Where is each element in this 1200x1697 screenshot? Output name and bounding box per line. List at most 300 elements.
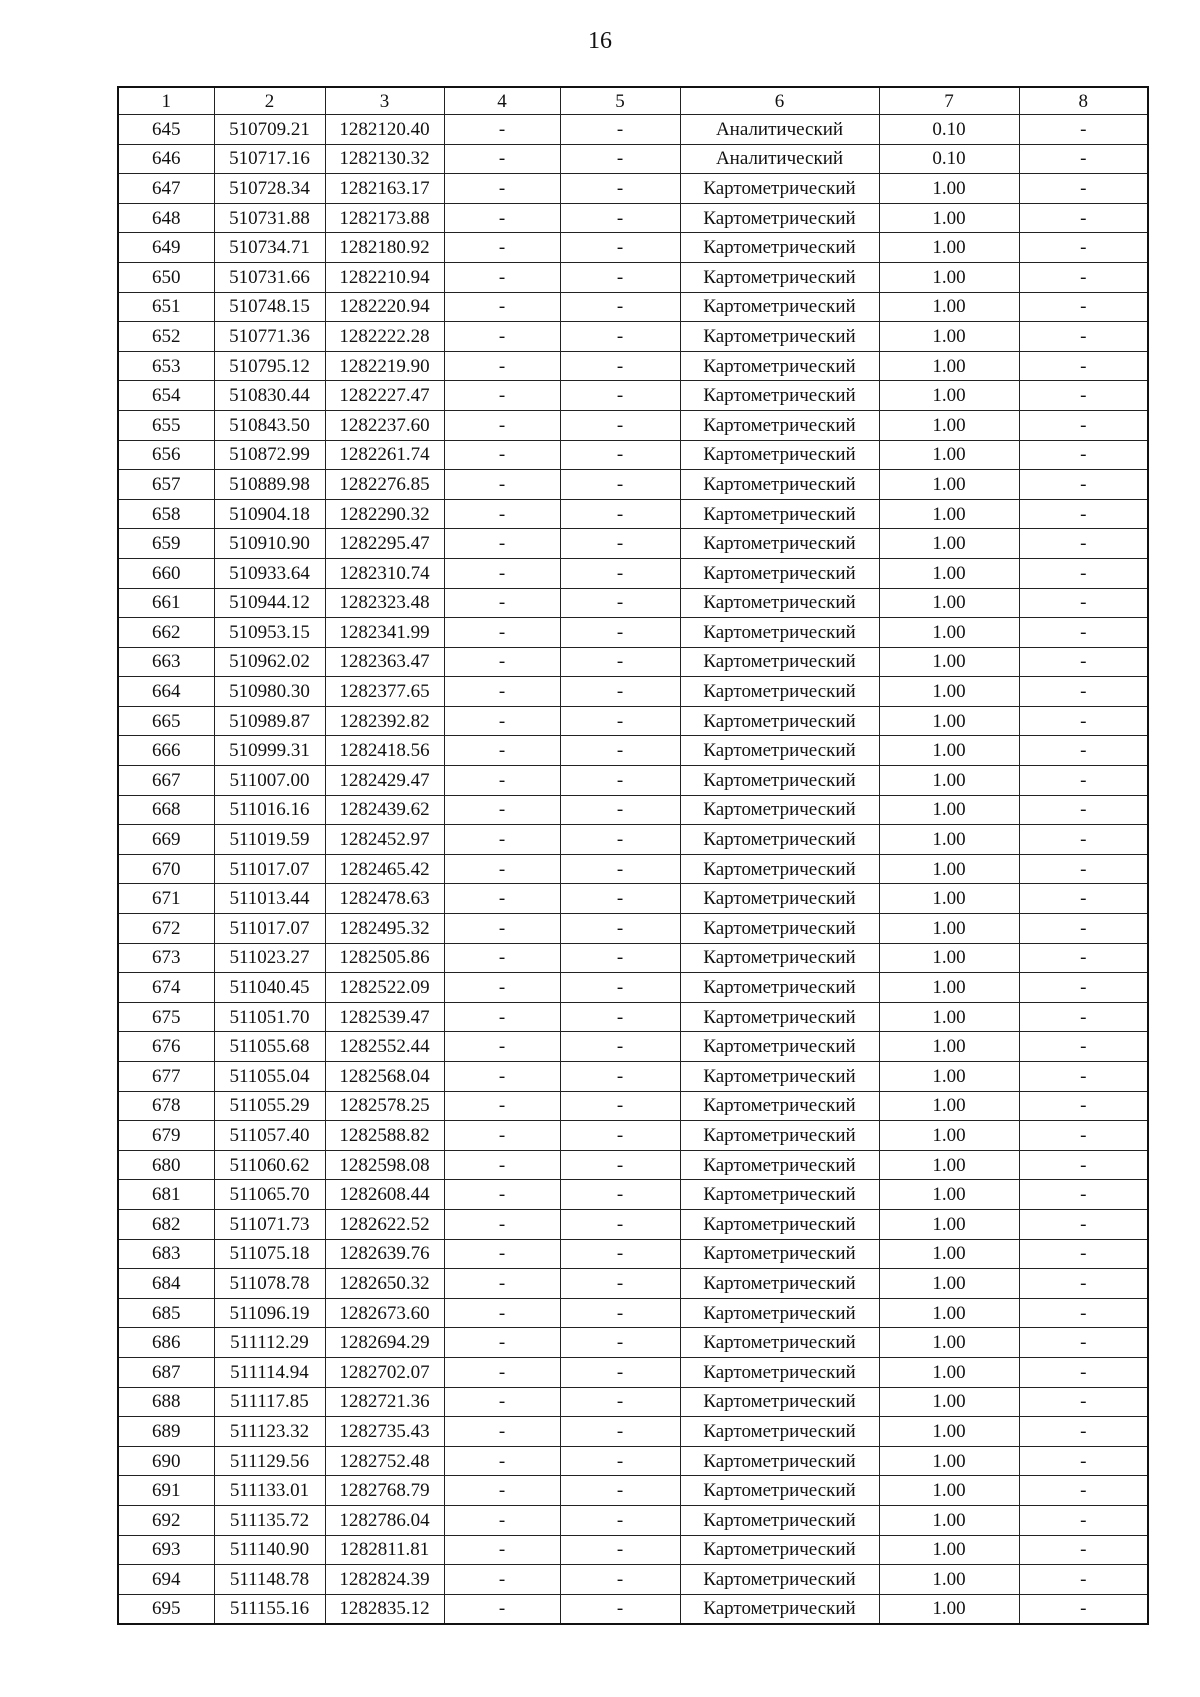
col4-cell: - xyxy=(444,351,560,381)
col5-cell: - xyxy=(560,233,680,263)
y-coordinate-cell: 1282377.65 xyxy=(325,677,444,707)
table-row xyxy=(118,973,1148,1003)
x-coordinate-cell: 511140.90 xyxy=(214,1535,325,1565)
col5-cell: - xyxy=(560,351,680,381)
col4-cell: - xyxy=(444,1180,560,1210)
x-coordinate-cell: 510999.31 xyxy=(214,736,325,766)
y-coordinate-cell: 1282598.08 xyxy=(325,1150,444,1180)
y-coordinate-cell: 1282180.92 xyxy=(325,233,444,263)
method-cell: Картометрический xyxy=(680,884,879,914)
accuracy-cell: 1.00 xyxy=(879,529,1019,559)
col4-cell: - xyxy=(444,1150,560,1180)
col5-cell: - xyxy=(560,499,680,529)
table-row xyxy=(118,144,1148,174)
page-number: 16 xyxy=(588,28,612,54)
col4-cell: - xyxy=(444,736,560,766)
y-coordinate-cell: 1282220.94 xyxy=(325,292,444,322)
point-number-cell: 685 xyxy=(118,1298,214,1328)
table-row xyxy=(118,1091,1148,1121)
accuracy-cell: 1.00 xyxy=(879,943,1019,973)
accuracy-cell: 1.00 xyxy=(879,1002,1019,1032)
point-number-cell: 657 xyxy=(118,470,214,500)
y-coordinate-cell: 1282478.63 xyxy=(325,884,444,914)
col8-cell: - xyxy=(1019,499,1148,529)
y-coordinate-cell: 1282578.25 xyxy=(325,1091,444,1121)
col8-cell: - xyxy=(1019,1180,1148,1210)
col5-cell: - xyxy=(560,1032,680,1062)
col5-cell: - xyxy=(560,884,680,914)
col8-cell: - xyxy=(1019,529,1148,559)
point-number-cell: 693 xyxy=(118,1535,214,1565)
point-number-cell: 674 xyxy=(118,973,214,1003)
point-number-cell: 684 xyxy=(118,1269,214,1299)
col8-cell: - xyxy=(1019,440,1148,470)
col8-cell: - xyxy=(1019,1505,1148,1535)
x-coordinate-cell: 511148.78 xyxy=(214,1565,325,1595)
table-body xyxy=(118,115,1148,1625)
col8-cell: - xyxy=(1019,174,1148,204)
table-row xyxy=(118,203,1148,233)
y-coordinate-cell: 1282786.04 xyxy=(325,1505,444,1535)
col5-cell: - xyxy=(560,1121,680,1151)
col5-cell: - xyxy=(560,1209,680,1239)
col4-cell: - xyxy=(444,499,560,529)
col8-cell: - xyxy=(1019,1091,1148,1121)
x-coordinate-cell: 511065.70 xyxy=(214,1180,325,1210)
table-row xyxy=(118,914,1148,944)
table-row xyxy=(118,1594,1148,1624)
col4-cell: - xyxy=(444,1209,560,1239)
table-row xyxy=(118,1239,1148,1269)
col4-cell: - xyxy=(444,1298,560,1328)
col5-cell: - xyxy=(560,1269,680,1299)
accuracy-cell: 1.00 xyxy=(879,1032,1019,1062)
table-row xyxy=(118,174,1148,204)
col5-cell: - xyxy=(560,322,680,352)
col5-cell: - xyxy=(560,115,680,145)
x-coordinate-cell: 511117.85 xyxy=(214,1387,325,1417)
col5-cell: - xyxy=(560,677,680,707)
accuracy-cell: 1.00 xyxy=(879,825,1019,855)
col8-cell: - xyxy=(1019,233,1148,263)
x-coordinate-cell: 510731.88 xyxy=(214,203,325,233)
point-number-cell: 691 xyxy=(118,1476,214,1506)
col5-cell: - xyxy=(560,943,680,973)
col8-cell: - xyxy=(1019,706,1148,736)
col5-cell: - xyxy=(560,262,680,292)
point-number-cell: 683 xyxy=(118,1239,214,1269)
col8-cell: - xyxy=(1019,943,1148,973)
y-coordinate-cell: 1282219.90 xyxy=(325,351,444,381)
table-row xyxy=(118,1446,1148,1476)
accuracy-cell: 1.00 xyxy=(879,1505,1019,1535)
accuracy-cell: 1.00 xyxy=(879,736,1019,766)
point-number-cell: 667 xyxy=(118,766,214,796)
x-coordinate-cell: 510989.87 xyxy=(214,706,325,736)
col5-cell: - xyxy=(560,854,680,884)
table-row xyxy=(118,1032,1148,1062)
point-number-cell: 648 xyxy=(118,203,214,233)
accuracy-cell: 1.00 xyxy=(879,973,1019,1003)
method-cell: Картометрический xyxy=(680,1565,879,1595)
y-coordinate-cell: 1282163.17 xyxy=(325,174,444,204)
col4-cell: - xyxy=(444,973,560,1003)
x-coordinate-cell: 510771.36 xyxy=(214,322,325,352)
y-coordinate-cell: 1282588.82 xyxy=(325,1121,444,1151)
x-coordinate-cell: 511017.07 xyxy=(214,854,325,884)
method-cell: Картометрический xyxy=(680,322,879,352)
point-number-cell: 679 xyxy=(118,1121,214,1151)
method-cell: Картометрический xyxy=(680,1239,879,1269)
method-cell: Картометрический xyxy=(680,677,879,707)
y-coordinate-cell: 1282752.48 xyxy=(325,1446,444,1476)
col4-cell: - xyxy=(444,1387,560,1417)
method-cell: Картометрический xyxy=(680,618,879,648)
y-coordinate-cell: 1282673.60 xyxy=(325,1298,444,1328)
x-coordinate-cell: 511114.94 xyxy=(214,1357,325,1387)
method-cell: Картометрический xyxy=(680,1150,879,1180)
y-coordinate-cell: 1282835.12 xyxy=(325,1594,444,1624)
col8-cell: - xyxy=(1019,1357,1148,1387)
point-number-cell: 676 xyxy=(118,1032,214,1062)
column-header: 7 xyxy=(879,87,1019,115)
x-coordinate-cell: 510734.71 xyxy=(214,233,325,263)
method-cell: Картометрический xyxy=(680,529,879,559)
accuracy-cell: 1.00 xyxy=(879,1062,1019,1092)
method-cell: Картометрический xyxy=(680,1594,879,1624)
col4-cell: - xyxy=(444,292,560,322)
point-number-cell: 665 xyxy=(118,706,214,736)
col8-cell: - xyxy=(1019,1328,1148,1358)
y-coordinate-cell: 1282295.47 xyxy=(325,529,444,559)
y-coordinate-cell: 1282173.88 xyxy=(325,203,444,233)
col4-cell: - xyxy=(444,1505,560,1535)
accuracy-cell: 1.00 xyxy=(879,1269,1019,1299)
col5-cell: - xyxy=(560,736,680,766)
table-header-row xyxy=(118,87,1148,115)
method-cell: Картометрический xyxy=(680,292,879,322)
col5-cell: - xyxy=(560,706,680,736)
col8-cell: - xyxy=(1019,1032,1148,1062)
col4-cell: - xyxy=(444,115,560,145)
point-number-cell: 680 xyxy=(118,1150,214,1180)
point-number-cell: 682 xyxy=(118,1209,214,1239)
method-cell: Картометрический xyxy=(680,736,879,766)
col4-cell: - xyxy=(444,381,560,411)
method-cell: Картометрический xyxy=(680,914,879,944)
point-number-cell: 653 xyxy=(118,351,214,381)
method-cell: Картометрический xyxy=(680,854,879,884)
column-header: 2 xyxy=(214,87,325,115)
col8-cell: - xyxy=(1019,1298,1148,1328)
col8-cell: - xyxy=(1019,647,1148,677)
table-row xyxy=(118,706,1148,736)
table-row xyxy=(118,766,1148,796)
method-cell: Картометрический xyxy=(680,1505,879,1535)
point-number-cell: 689 xyxy=(118,1417,214,1447)
col5-cell: - xyxy=(560,618,680,648)
x-coordinate-cell: 511055.04 xyxy=(214,1062,325,1092)
table-row xyxy=(118,588,1148,618)
point-number-cell: 650 xyxy=(118,262,214,292)
col5-cell: - xyxy=(560,1180,680,1210)
y-coordinate-cell: 1282495.32 xyxy=(325,914,444,944)
method-cell: Картометрический xyxy=(680,1417,879,1447)
y-coordinate-cell: 1282120.40 xyxy=(325,115,444,145)
accuracy-cell: 1.00 xyxy=(879,1476,1019,1506)
col8-cell: - xyxy=(1019,677,1148,707)
col8-cell: - xyxy=(1019,884,1148,914)
table-row xyxy=(118,115,1148,145)
col8-cell: - xyxy=(1019,973,1148,1003)
col5-cell: - xyxy=(560,1476,680,1506)
point-number-cell: 646 xyxy=(118,144,214,174)
point-number-cell: 666 xyxy=(118,736,214,766)
col4-cell: - xyxy=(444,854,560,884)
col4-cell: - xyxy=(444,1446,560,1476)
col5-cell: - xyxy=(560,381,680,411)
table-row xyxy=(118,558,1148,588)
x-coordinate-cell: 511078.78 xyxy=(214,1269,325,1299)
accuracy-cell: 1.00 xyxy=(879,233,1019,263)
col5-cell: - xyxy=(560,1062,680,1092)
col8-cell: - xyxy=(1019,795,1148,825)
x-coordinate-cell: 511112.29 xyxy=(214,1328,325,1358)
col4-cell: - xyxy=(444,1032,560,1062)
table-row xyxy=(118,1298,1148,1328)
col5-cell: - xyxy=(560,1446,680,1476)
x-coordinate-cell: 510731.66 xyxy=(214,262,325,292)
y-coordinate-cell: 1282276.85 xyxy=(325,470,444,500)
point-number-cell: 649 xyxy=(118,233,214,263)
col8-cell: - xyxy=(1019,410,1148,440)
col5-cell: - xyxy=(560,1357,680,1387)
col5-cell: - xyxy=(560,1535,680,1565)
method-cell: Картометрический xyxy=(680,558,879,588)
x-coordinate-cell: 511023.27 xyxy=(214,943,325,973)
accuracy-cell: 1.00 xyxy=(879,292,1019,322)
y-coordinate-cell: 1282465.42 xyxy=(325,854,444,884)
table-row xyxy=(118,1357,1148,1387)
col5-cell: - xyxy=(560,1565,680,1595)
col4-cell: - xyxy=(444,440,560,470)
x-coordinate-cell: 511016.16 xyxy=(214,795,325,825)
table-row xyxy=(118,1180,1148,1210)
table-row xyxy=(118,410,1148,440)
table-row xyxy=(118,1505,1148,1535)
point-number-cell: 659 xyxy=(118,529,214,559)
point-number-cell: 677 xyxy=(118,1062,214,1092)
method-cell: Картометрический xyxy=(680,351,879,381)
table-row xyxy=(118,1209,1148,1239)
x-coordinate-cell: 510872.99 xyxy=(214,440,325,470)
method-cell: Картометрический xyxy=(680,203,879,233)
col5-cell: - xyxy=(560,1505,680,1535)
y-coordinate-cell: 1282310.74 xyxy=(325,558,444,588)
col4-cell: - xyxy=(444,1062,560,1092)
col4-cell: - xyxy=(444,1121,560,1151)
y-coordinate-cell: 1282261.74 xyxy=(325,440,444,470)
method-cell: Картометрический xyxy=(680,1476,879,1506)
point-number-cell: 668 xyxy=(118,795,214,825)
col8-cell: - xyxy=(1019,1150,1148,1180)
x-coordinate-cell: 510910.90 xyxy=(214,529,325,559)
method-cell: Картометрический xyxy=(680,795,879,825)
table-row xyxy=(118,499,1148,529)
accuracy-cell: 1.00 xyxy=(879,854,1019,884)
col8-cell: - xyxy=(1019,322,1148,352)
x-coordinate-cell: 511071.73 xyxy=(214,1209,325,1239)
x-coordinate-cell: 510717.16 xyxy=(214,144,325,174)
y-coordinate-cell: 1282702.07 xyxy=(325,1357,444,1387)
accuracy-cell: 1.00 xyxy=(879,470,1019,500)
col8-cell: - xyxy=(1019,144,1148,174)
accuracy-cell: 1.00 xyxy=(879,1209,1019,1239)
accuracy-cell: 1.00 xyxy=(879,588,1019,618)
col8-cell: - xyxy=(1019,736,1148,766)
col8-cell: - xyxy=(1019,1121,1148,1151)
y-coordinate-cell: 1282210.94 xyxy=(325,262,444,292)
col5-cell: - xyxy=(560,292,680,322)
x-coordinate-cell: 511096.19 xyxy=(214,1298,325,1328)
y-coordinate-cell: 1282418.56 xyxy=(325,736,444,766)
col4-cell: - xyxy=(444,470,560,500)
x-coordinate-cell: 511017.07 xyxy=(214,914,325,944)
table-row xyxy=(118,381,1148,411)
method-cell: Картометрический xyxy=(680,1357,879,1387)
col8-cell: - xyxy=(1019,1209,1148,1239)
method-cell: Картометрический xyxy=(680,588,879,618)
table-row xyxy=(118,884,1148,914)
column-header: 3 xyxy=(325,87,444,115)
table-row xyxy=(118,618,1148,648)
col5-cell: - xyxy=(560,825,680,855)
accuracy-cell: 1.00 xyxy=(879,677,1019,707)
col5-cell: - xyxy=(560,558,680,588)
accuracy-cell: 1.00 xyxy=(879,1594,1019,1624)
y-coordinate-cell: 1282768.79 xyxy=(325,1476,444,1506)
x-coordinate-cell: 511135.72 xyxy=(214,1505,325,1535)
accuracy-cell: 1.00 xyxy=(879,1417,1019,1447)
x-coordinate-cell: 511051.70 xyxy=(214,1002,325,1032)
col4-cell: - xyxy=(444,262,560,292)
col5-cell: - xyxy=(560,203,680,233)
table-row xyxy=(118,943,1148,973)
method-cell: Картометрический xyxy=(680,233,879,263)
col5-cell: - xyxy=(560,440,680,470)
method-cell: Картометрический xyxy=(680,825,879,855)
col8-cell: - xyxy=(1019,262,1148,292)
method-cell: Картометрический xyxy=(680,174,879,204)
column-header: 8 xyxy=(1019,87,1148,115)
point-number-cell: 662 xyxy=(118,618,214,648)
table-row xyxy=(118,1121,1148,1151)
column-header: 1 xyxy=(118,87,214,115)
accuracy-cell: 1.00 xyxy=(879,1387,1019,1417)
table-row xyxy=(118,736,1148,766)
col5-cell: - xyxy=(560,174,680,204)
col5-cell: - xyxy=(560,1091,680,1121)
x-coordinate-cell: 510889.98 xyxy=(214,470,325,500)
col8-cell: - xyxy=(1019,1387,1148,1417)
y-coordinate-cell: 1282227.47 xyxy=(325,381,444,411)
col4-cell: - xyxy=(444,914,560,944)
table-row xyxy=(118,1535,1148,1565)
col4-cell: - xyxy=(444,410,560,440)
y-coordinate-cell: 1282811.81 xyxy=(325,1535,444,1565)
method-cell: Картометрический xyxy=(680,973,879,1003)
col4-cell: - xyxy=(444,174,560,204)
column-header: 6 xyxy=(680,87,879,115)
col4-cell: - xyxy=(444,1269,560,1299)
point-number-cell: 669 xyxy=(118,825,214,855)
method-cell: Картометрический xyxy=(680,1209,879,1239)
point-number-cell: 670 xyxy=(118,854,214,884)
col4-cell: - xyxy=(444,795,560,825)
accuracy-cell: 0.10 xyxy=(879,115,1019,145)
y-coordinate-cell: 1282505.86 xyxy=(325,943,444,973)
point-number-cell: 658 xyxy=(118,499,214,529)
col8-cell: - xyxy=(1019,1594,1148,1624)
method-cell: Картометрический xyxy=(680,1298,879,1328)
col5-cell: - xyxy=(560,1387,680,1417)
table-row xyxy=(118,1328,1148,1358)
x-coordinate-cell: 511007.00 xyxy=(214,766,325,796)
y-coordinate-cell: 1282290.32 xyxy=(325,499,444,529)
col8-cell: - xyxy=(1019,618,1148,648)
col4-cell: - xyxy=(444,1239,560,1269)
col4-cell: - xyxy=(444,558,560,588)
accuracy-cell: 1.00 xyxy=(879,1150,1019,1180)
method-cell: Картометрический xyxy=(680,1446,879,1476)
accuracy-cell: 1.00 xyxy=(879,410,1019,440)
col4-cell: - xyxy=(444,884,560,914)
point-number-cell: 673 xyxy=(118,943,214,973)
col4-cell: - xyxy=(444,1328,560,1358)
col5-cell: - xyxy=(560,1594,680,1624)
accuracy-cell: 1.00 xyxy=(879,914,1019,944)
accuracy-cell: 1.00 xyxy=(879,174,1019,204)
col4-cell: - xyxy=(444,529,560,559)
col4-cell: - xyxy=(444,1535,560,1565)
col8-cell: - xyxy=(1019,588,1148,618)
col8-cell: - xyxy=(1019,1446,1148,1476)
y-coordinate-cell: 1282639.76 xyxy=(325,1239,444,1269)
col8-cell: - xyxy=(1019,1535,1148,1565)
col4-cell: - xyxy=(444,706,560,736)
y-coordinate-cell: 1282130.32 xyxy=(325,144,444,174)
point-number-cell: 652 xyxy=(118,322,214,352)
x-coordinate-cell: 510795.12 xyxy=(214,351,325,381)
point-number-cell: 645 xyxy=(118,115,214,145)
method-cell: Картометрический xyxy=(680,1180,879,1210)
col8-cell: - xyxy=(1019,1476,1148,1506)
y-coordinate-cell: 1282429.47 xyxy=(325,766,444,796)
y-coordinate-cell: 1282363.47 xyxy=(325,647,444,677)
table-row xyxy=(118,1269,1148,1299)
col4-cell: - xyxy=(444,233,560,263)
x-coordinate-cell: 510962.02 xyxy=(214,647,325,677)
x-coordinate-cell: 511055.68 xyxy=(214,1032,325,1062)
col8-cell: - xyxy=(1019,115,1148,145)
col4-cell: - xyxy=(444,203,560,233)
y-coordinate-cell: 1282341.99 xyxy=(325,618,444,648)
y-coordinate-cell: 1282650.32 xyxy=(325,1269,444,1299)
x-coordinate-cell: 510728.34 xyxy=(214,174,325,204)
col4-cell: - xyxy=(444,1476,560,1506)
table-row xyxy=(118,351,1148,381)
col4-cell: - xyxy=(444,647,560,677)
